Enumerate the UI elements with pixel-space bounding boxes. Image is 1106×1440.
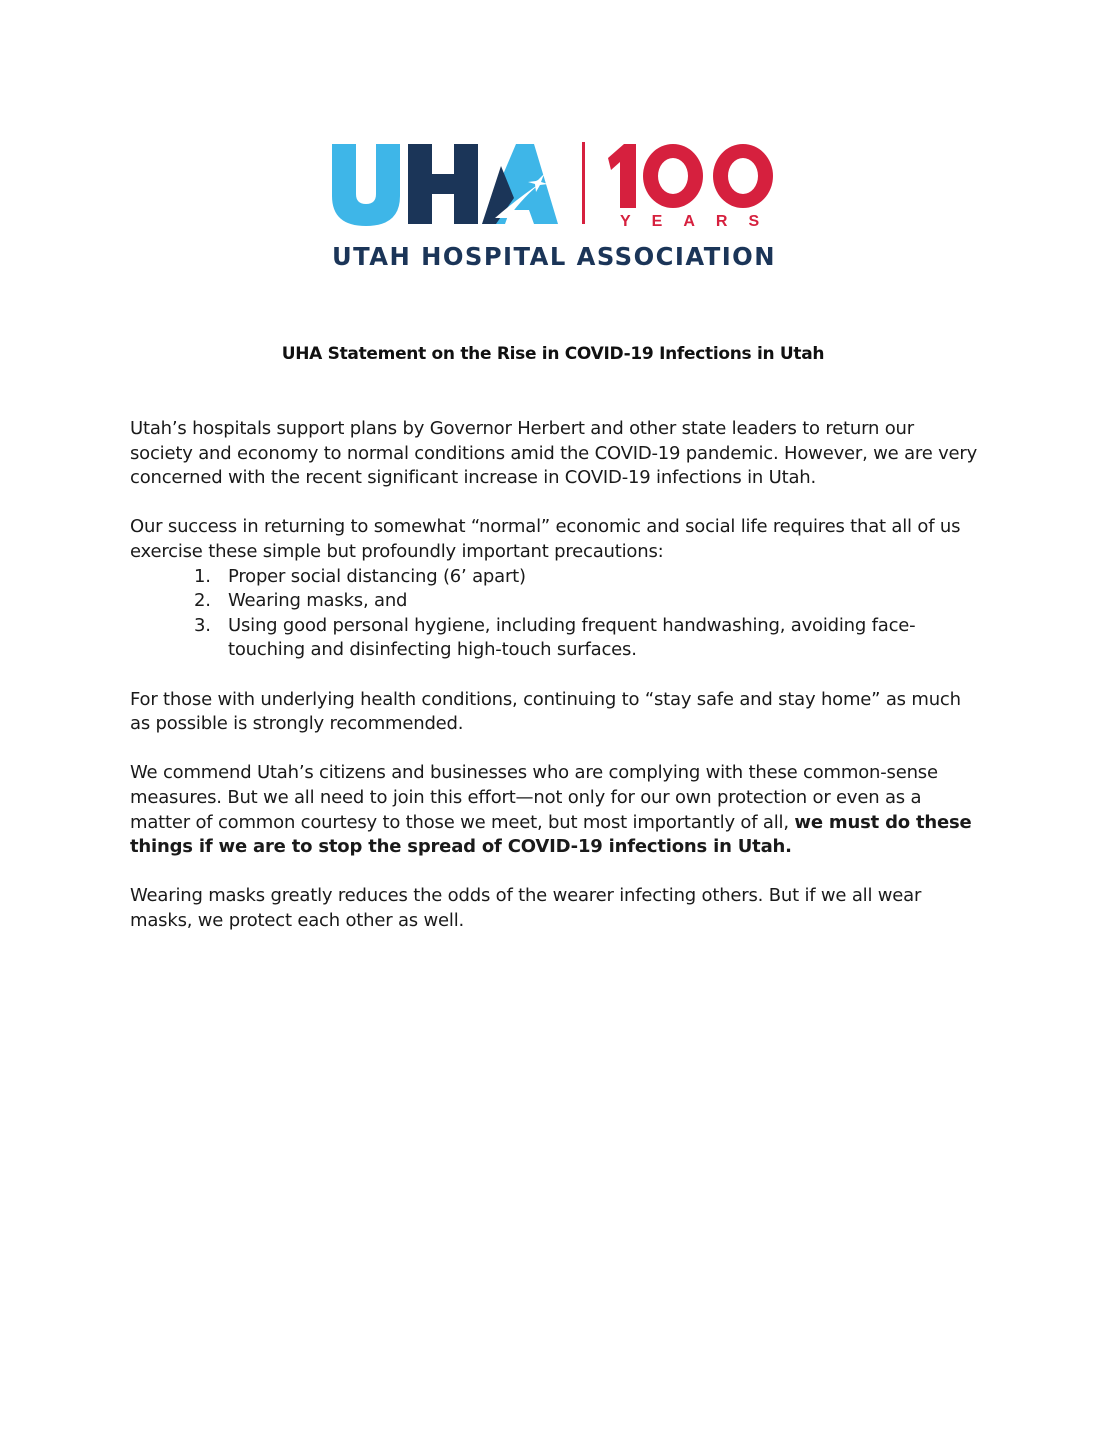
paragraph-masks: Wearing masks greatly reduces the odds of the wearer infecting others. But if we all wear masks, we protect each other as well. xyxy=(130,885,922,931)
list-item: 1. Proper social distancing (6’ apart) xyxy=(194,565,526,587)
paragraph-commend: We commend Utah’s citizens and businesses who are complying with these common-sense measures. But we all need to join this effort—not only for our own protection or even as a matter of common courtesy to those we meet, but most importantly of all, we must do these things if we are to stop the spread of COVID-19 infections in Utah. xyxy=(130,762,972,858)
paragraph-intro: Utah’s hospitals support plans by Governor Herbert and other state leaders to return our society and economy to normal conditions amid the COVID-19 pandemic. However, we are very concerned with the recent significant increase in COVID-19 infections in Utah. xyxy=(130,418,978,489)
statement-title: UHA Statement on the Rise in COVID-19 Infections in Utah xyxy=(281,344,825,364)
statement-body xyxy=(130,417,980,958)
emphasis-statement: we must do these things if we are to stop the spread of COVID-19 infections in Utah. xyxy=(130,811,972,858)
precautions-list xyxy=(130,565,980,663)
paragraph-precautions-intro: Our success in returning to somewhat “normal” economic and social life requires that all of us exercise these simple but profoundly important precautions: xyxy=(130,516,961,562)
uha-100-years-logo xyxy=(330,138,780,270)
list-item: 3. Using good personal hygiene, including frequent handwashing, avoiding face-touching and disinfecting high-touch surfaces. xyxy=(194,614,916,661)
logo-years-text: YEARS xyxy=(620,213,780,230)
paragraph-underlying-conditions: For those with underlying health conditions, continuing to “stay safe and stay home” as much as possible is strongly recommended. xyxy=(130,688,961,735)
list-item: 2. Wearing masks, and xyxy=(194,590,408,612)
logo-org-name: UTAH HOSPITAL ASSOCIATION xyxy=(332,242,776,270)
